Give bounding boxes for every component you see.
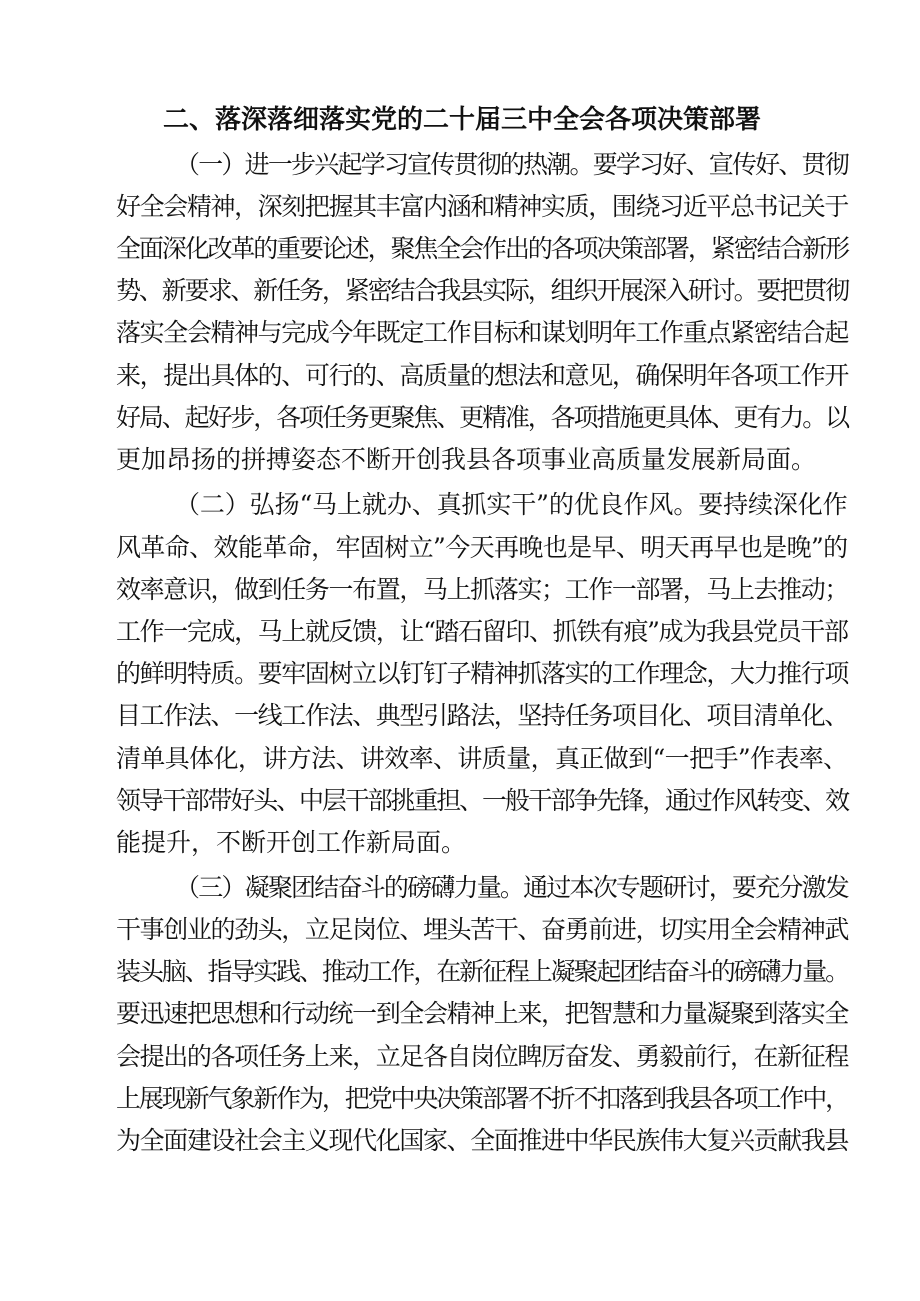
paragraph-line: 干事创业的劲头，立足岗位、埋头苦干、奋勇前进，切实用全会精神武 xyxy=(116,915,849,944)
paragraph-line: 来，提出具体的、可行的、高质量的想法和意见，确保明年各项工作开 xyxy=(116,361,849,390)
paragraph-line: 能提升，不断开创工作新局面。 xyxy=(116,828,467,857)
paragraph-line: 好全会精神，深刻把握其丰富内涵和精神实质，围绕习近平总书记关于 xyxy=(116,192,849,221)
paragraph-line: （二）弘扬“马上就办、真抓实干”的优良作风。要持续深化作 xyxy=(175,490,848,519)
paragraph-line: 会提出的各项任务上来，立足各自岗位睥厉奋发、勇毅前行，在新征程 xyxy=(116,1042,849,1071)
paragraph-line: （三）凝聚团结奋斗的磅礴力量。通过本次专题研讨，要充分激发 xyxy=(175,873,849,902)
paragraph-line: 全面深化改革的重要论述，聚焦全会作出的各项决策部署，紧密结合新形 xyxy=(116,234,849,263)
paragraph-line: 装头脑、指导实践、推动工作，在新征程上凝聚起团结奋斗的磅礴力量。 xyxy=(116,957,849,986)
paragraph-line: 落实全会精神与完成今年既定工作目标和谋划明年工作重点紧密结合起 xyxy=(116,318,849,347)
paragraph-line: 的鲜明特质。要牢固树立以钉钉子精神抓落实的工作理念，大力推行项 xyxy=(116,659,849,688)
paragraph-line: 上展现新气象新作为，把党中央决策部署不折不扣落到我县各项工作中， xyxy=(116,1084,849,1113)
paragraph-line: （一）进一步兴起学习宣传贯彻的热潮。要学习好、宣传好、贯彻 xyxy=(175,150,849,179)
paragraph-line: 效率意识，做到任务一布置，马上抓落实；工作一部署，马上去推动； xyxy=(116,575,849,604)
paragraph-line: 更加昂扬的拼搏姿态不断开创我县各项事业高质量发展新局面。 xyxy=(116,445,817,474)
paragraph-line: 风革命、效能革命，牢固树立”今天再晚也是早、明天再早也是晚”的 xyxy=(116,533,848,562)
paragraph-line: 为全面建设社会主义现代化国家、全面推进中华民族伟大复兴贡献我县 xyxy=(116,1126,849,1155)
paragraph-line: 工作一完成，马上就反馈，让“踏石留印、抓铁有痕”成为我县党员干部 xyxy=(116,617,848,646)
paragraph-line: 领导干部带好头、中层干部挑重担、一般干部争先锋，通过作风转变、效 xyxy=(116,786,849,815)
paragraph-line: 要迅速把思想和行动统一到全会精神上来，把智慧和力量凝聚到落实全 xyxy=(116,999,849,1028)
section-heading: 二、落深落细落实党的二十届三中全会各项决策部署 xyxy=(163,105,762,135)
paragraph-line: 清单具体化，讲方法、讲效率、讲质量，真正做到“一把手”作表率、 xyxy=(116,744,848,773)
paragraph-line: 好局、起好步，各项任务更聚焦、更精准，各项措施更具体、更有力。以 xyxy=(116,403,849,432)
paragraph-line: 势、新要求、新任务，紧密结合我县实际，组织开展深入研讨。要把贯彻 xyxy=(116,276,849,305)
paragraph-line: 目工作法、一线工作法、典型引路法，坚持任务项目化、项目清单化、 xyxy=(116,701,849,730)
